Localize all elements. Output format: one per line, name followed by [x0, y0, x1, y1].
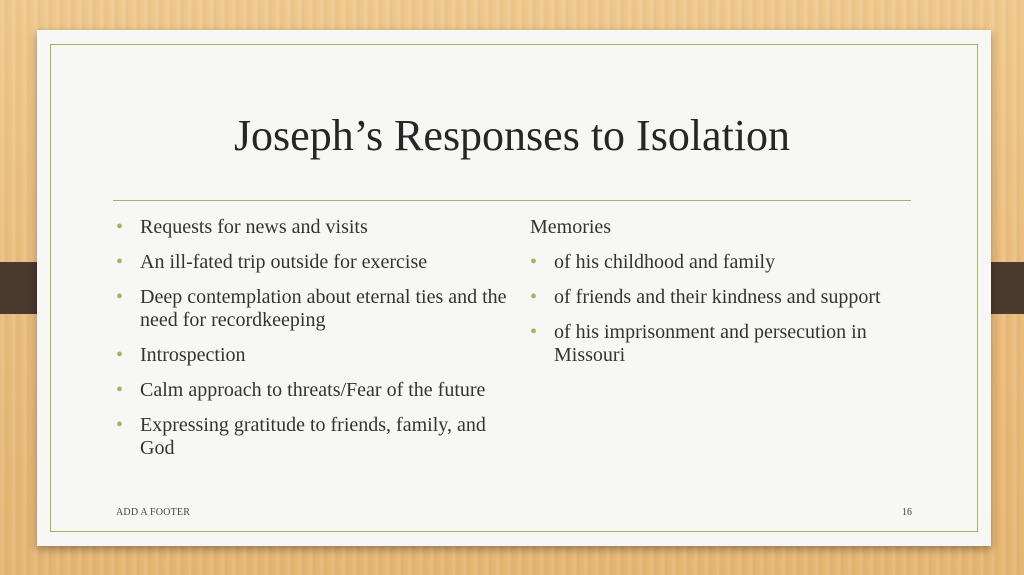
bullet-icon: •	[116, 251, 124, 273]
right-bullet-list	[530, 251, 930, 379]
bullet-icon: •	[116, 379, 124, 401]
bullet-icon: •	[116, 414, 124, 436]
bullet-text: of his childhood and family	[554, 251, 776, 273]
bullet-text: of his imprisonment and persecution in Missouri	[554, 321, 867, 366]
slide-footer: ADD A FOOTER	[116, 507, 191, 518]
list-item	[530, 286, 930, 309]
bullet-text: Deep contemplation about eternal ties and the need for recordkeeping	[140, 286, 507, 331]
bullet-icon: •	[116, 286, 124, 308]
list-item	[116, 379, 516, 402]
bullet-text: Requests for news and visits	[140, 216, 368, 238]
list-item	[116, 414, 516, 460]
bullet-icon: •	[530, 286, 538, 308]
list-item	[530, 251, 930, 274]
bullet-text: An ill-fated trip outside for exercise	[140, 251, 428, 273]
bullet-icon: •	[530, 321, 538, 343]
bullet-text: of friends and their kindness and support	[554, 286, 881, 308]
list-item	[116, 251, 516, 274]
bullet-text: Introspection	[140, 344, 246, 366]
list-item	[116, 344, 516, 367]
slide-title: Joseph’s Responses to Isolation	[233, 111, 791, 160]
memories-heading: Memories	[530, 216, 612, 238]
bullet-text: Calm approach to threats/Fear of the future	[140, 379, 486, 401]
bullet-text: Expressing gratitude to friends, family, and God	[140, 414, 486, 459]
list-item	[116, 286, 516, 332]
title-divider	[113, 200, 911, 201]
bullet-icon: •	[116, 216, 124, 238]
bullet-icon: •	[116, 344, 124, 366]
slide-number: 16	[902, 507, 912, 518]
list-item	[530, 321, 930, 367]
bullet-icon: •	[530, 251, 538, 273]
list-item	[116, 216, 516, 239]
left-bullet-list	[116, 216, 516, 472]
